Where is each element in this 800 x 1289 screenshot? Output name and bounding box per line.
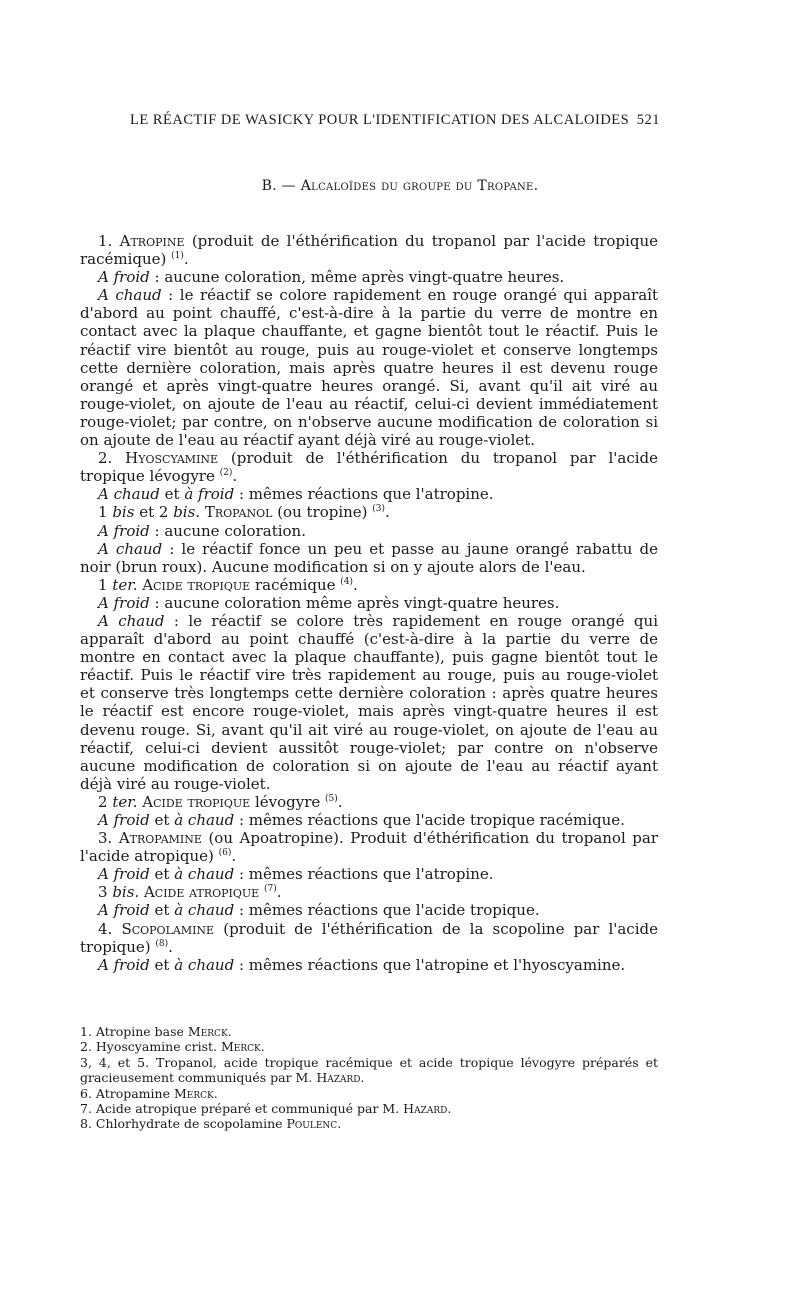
item-number: 3 (98, 883, 113, 902)
condition-label: A froid (98, 811, 150, 829)
punctuation: . (276, 883, 282, 902)
paragraph-text: (produit de l'éthérification du tropanol par l'acide tropique racémique) (80, 232, 658, 269)
condition-label: A froid (98, 521, 150, 540)
condition-label: A chaud (98, 611, 165, 630)
punctuation: . (168, 937, 173, 956)
footnote-text: 7. Acide atropique préparé et communiqué par M. (80, 1101, 404, 1117)
footnote-ref: (1) (171, 251, 184, 262)
paragraph-text: : mêmes réactions que l'atropine. (234, 485, 494, 504)
condition-label: A froid (98, 593, 150, 612)
conjunction: et (159, 485, 185, 504)
paragraph-text: : aucune coloration, même après vingt-quatre heures. (149, 268, 565, 287)
punctuation: . (353, 575, 358, 594)
paragraph-chaud (80, 612, 658, 793)
compound-name: Atropamine (112, 829, 202, 848)
compound-name: Tropanol (200, 503, 273, 522)
punctuation: . (231, 847, 237, 866)
footnote-6 (80, 1086, 658, 1101)
section-title: Alcaloïdes du groupe du Tropane. (300, 178, 539, 194)
punctuation: . (360, 1070, 365, 1086)
paragraph-froid-chaud (80, 901, 658, 919)
item-suffix: ter. (112, 575, 138, 594)
paragraph-text: lévogyre (250, 792, 326, 811)
conjunction: et 2 (134, 503, 174, 522)
paragraph-froid (80, 522, 658, 540)
item-number: 3. (98, 829, 113, 848)
paragraph-tropanol (80, 503, 658, 521)
footnotes (80, 1024, 658, 1132)
paragraph-text: : mêmes réactions que l'acide tropique racémique. (234, 811, 625, 829)
condition-label: à chaud (174, 811, 235, 829)
compound-name: Scopolamine (112, 919, 215, 938)
paragraph-text: (ou Apoatropine). Produit d'éthérification du tropanol par l'acide atropique) (80, 829, 658, 866)
person-name: Hazard (403, 1101, 448, 1117)
paragraph-text: : aucune coloration. (149, 521, 306, 540)
paragraph-acide-atropique (80, 883, 658, 901)
footnote-text: 6. Atropamine (80, 1085, 174, 1101)
body-text (80, 232, 658, 974)
footnote-text: 8. Chlorhydrate de scopolamine (80, 1116, 287, 1132)
conjunction: et (149, 865, 175, 884)
running-title: LE RÉACTIF DE WASICKY POUR L'IDENTIFICATION DES ALCALOIDES (130, 112, 630, 128)
paragraph-chaud (80, 286, 658, 449)
footnote-8 (80, 1116, 658, 1131)
condition-label: à chaud (174, 865, 235, 884)
footnote-ref: (4) (340, 576, 354, 587)
footnote-text: 2. Hyoscyamine crist. (80, 1039, 221, 1055)
conjunction: et (149, 811, 175, 829)
paragraph-acide-tropique-racemique (80, 576, 658, 594)
paragraph-text: : mêmes réactions que l'acide tropique. (234, 901, 540, 920)
paragraph-text: (ou tropine) (272, 503, 373, 522)
footnote-ref: (5) (325, 793, 338, 804)
section-letter: B. — (261, 178, 296, 194)
paragraph-text: : le réactif se colore rapidement en rouge orangé qui apparaît d'abord au point chauffé, c'est-à-dire à la partie du verre de montre en contact avec la plaque chauffante, et gagne bientôt tout le réactif. Puis le réactif vire bientôt au rouge, puis au rouge-violet et conserve longtemps cette dernière coloration, mais après quatre heures il est devenu rouge orangé et après vingt-quatre heures orangé. Si, avant qu'il ait viré au rouge-violet, on ajoute de l'eau au réactif, celui-ci devient immédiatement rouge-violet; par contre, on n'observe aucune modification de coloration si on ajoute de l'eau au réactif ayant déjà viré au rouge-violet. (80, 286, 658, 450)
footnote-7 (80, 1101, 658, 1116)
footnote-ref: (7) (264, 884, 277, 895)
punctuation: . (337, 1116, 342, 1132)
condition-label: A chaud (98, 485, 160, 504)
compound-name: Atropine (119, 232, 185, 250)
paragraph-scopolamine (80, 920, 658, 956)
condition-label: A froid (98, 268, 150, 287)
condition-label: A froid (98, 901, 150, 920)
item-number: 1. (98, 232, 113, 250)
condition-label: A froid (98, 865, 150, 884)
footnote-text: 3, 4, et 5. Tropanol, acide tropique racémique et acide tropique lévogyre préparés et gracieusement communiqués par M. (80, 1054, 658, 1086)
punctuation: . (213, 1085, 218, 1101)
footnote-1 (80, 1024, 658, 1039)
paragraph-froid (80, 594, 658, 612)
condition-label: A froid (98, 955, 150, 974)
item-suffix: bis. (173, 503, 201, 522)
person-name: Hazard (316, 1070, 361, 1086)
item-number: 4. (98, 919, 113, 938)
paragraph-froid-chaud (80, 956, 658, 974)
paragraph-froid (80, 268, 658, 286)
running-header (130, 112, 660, 129)
footnote-ref: (3) (372, 504, 386, 515)
footnote-3-4-5 (80, 1055, 658, 1086)
paragraph-text: : aucune coloration même après vingt-quatre heures. (149, 593, 560, 612)
conjunction: et (149, 955, 175, 974)
footnote-text: 1. Atropine base (80, 1024, 188, 1039)
condition-label: A chaud (98, 286, 162, 305)
item-suffix: bis (112, 503, 135, 522)
compound-name: Acide tropique (137, 792, 251, 811)
condition-label: à chaud (174, 955, 235, 974)
page-number: 521 (636, 112, 660, 128)
item-number: 1 (98, 503, 113, 522)
condition-label: à froid (184, 485, 235, 504)
punctuation: . (447, 1101, 452, 1117)
section-heading (0, 178, 800, 194)
condition-label: A chaud (98, 539, 163, 558)
footnote-ref: (8) (155, 938, 169, 949)
paragraph-acide-tropique-levogyre (80, 793, 658, 811)
paragraph-text: racémique (250, 575, 341, 594)
paragraph-froid-chaud (80, 811, 658, 829)
footnote-ref: (6) (218, 848, 232, 859)
paragraph-text: : le réactif se colore très rapidement en rouge orangé qui apparaît d'abord au point chauffé (c'est-à-dire à la partie du verre de montre en contact avec la plaque chauffante), puis gagne bientôt tout le réactif. Puis le réactif vire très rapidement au rouge, puis au rouge-violet et conserve très longtemps cette dernière coloration : après quatre heures le réactif est encore rouge-violet, mais après vingt-quatre heures il est devenu rouge. Si, avant qu'il ait viré au rouge-violet, on ajoute de l'eau au réactif, celui-ci devient aussitôt rouge-violet; par contre on n'observe aucune modification de coloration si on ajoute de l'eau au réactif ayant déjà viré au rouge-violet. (80, 611, 658, 793)
supplier-name: Merck (220, 1039, 261, 1055)
supplier-name: Poulenc (286, 1116, 338, 1132)
supplier-name: Merck (173, 1085, 214, 1101)
paragraph-hyoscyamine (80, 449, 658, 485)
punctuation: . (337, 792, 343, 811)
punctuation: . (232, 467, 238, 486)
paragraph-text: : mêmes réactions que l'atropine. (234, 865, 494, 884)
paragraph-chaud-froid (80, 485, 658, 503)
paragraph-chaud (80, 540, 658, 576)
condition-label: à chaud (174, 901, 235, 920)
punctuation: . (385, 503, 390, 522)
punctuation: . (260, 1039, 265, 1055)
paragraph-text: (produit de l'éthérification de la scopoline par l'acide tropique) (80, 919, 658, 956)
item-number: 2. (98, 449, 113, 468)
paragraph-atropamine (80, 829, 658, 865)
paragraph-text: (produit de l'éthérification du tropanol par l'acide tropique lévogyre (80, 449, 658, 486)
compound-name: Acide atropique (139, 883, 260, 902)
footnote-ref: (2) (219, 468, 233, 479)
item-number: 2 (98, 792, 113, 811)
paragraph-atropine (80, 232, 658, 268)
paragraph-froid-chaud (80, 865, 658, 883)
conjunction: et (149, 901, 175, 920)
item-suffix: ter. (112, 792, 138, 811)
compound-name: Acide tropique (137, 575, 251, 594)
supplier-name: Merck (187, 1024, 228, 1039)
item-number: 1 (98, 575, 113, 594)
footnote-2 (80, 1039, 658, 1054)
item-suffix: bis. (112, 883, 140, 902)
punctuation: . (227, 1024, 232, 1039)
paragraph-text: : mêmes réactions que l'atropine et l'hyoscyamine. (234, 955, 626, 974)
punctuation: . (183, 250, 189, 269)
paragraph-text: : le réactif fonce un peu et passe au jaune orangé rabattu de noir (brun roux). Aucune modification si on y ajoute alors de l'eau. (80, 539, 658, 576)
compound-name: Hyoscyamine (125, 449, 219, 468)
